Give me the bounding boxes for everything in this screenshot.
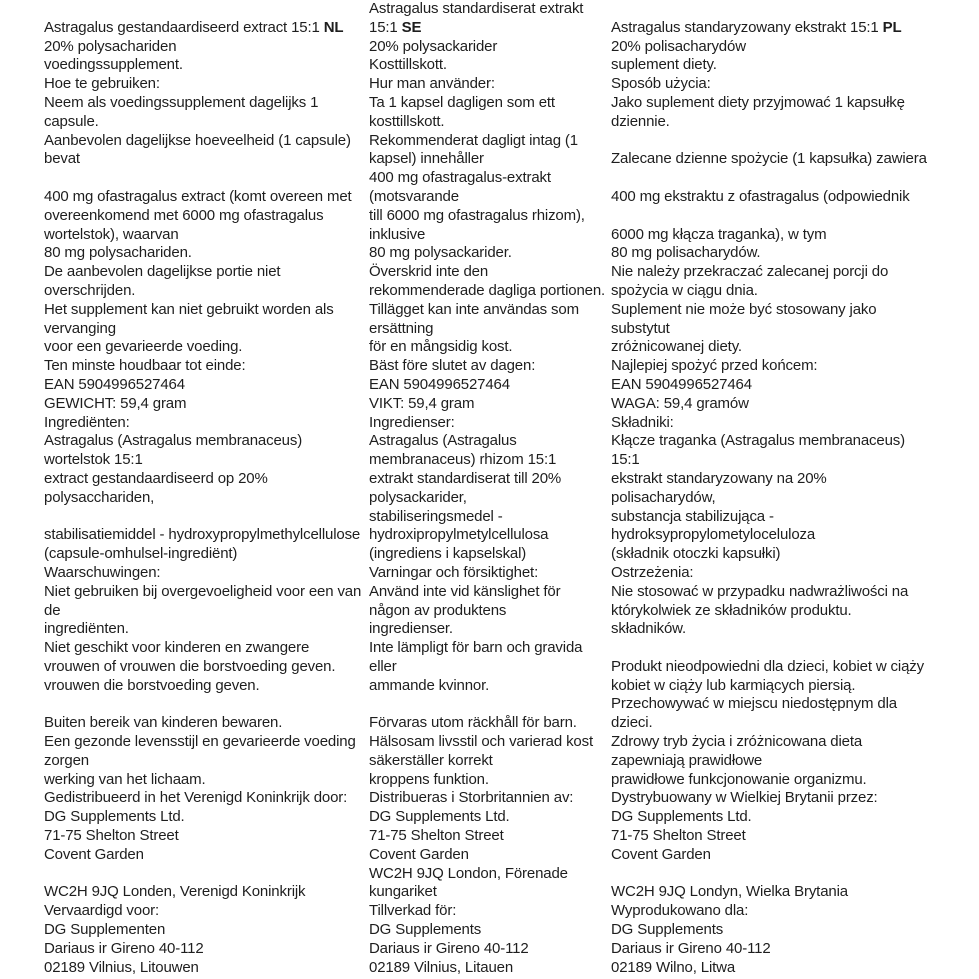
text-line: Hoe te gebruiken: (44, 75, 160, 93)
text-line: overschrijden. (44, 281, 136, 299)
text-line: zróżnicowanej diety. (611, 338, 742, 356)
text-line: Ingrediënten: (44, 413, 130, 431)
text-line: Het supplement kan niet gebruikt worden als (44, 300, 334, 318)
text-line: VIKT: 59,4 gram (369, 394, 475, 412)
text-line (611, 639, 927, 658)
text-line: 400 mg ofastragalus extract (komt overeen met (44, 187, 352, 205)
text-line: kungariket (369, 883, 437, 901)
text-line: vrouwen die borstvoeding geven. (44, 676, 260, 694)
text-line: vervanging (44, 319, 116, 337)
text-line: 20% polysachariden (44, 37, 177, 55)
text-line: składników. (611, 620, 687, 638)
text-line: Dystrybuowany w Wielkiej Brytanii przez: (611, 789, 878, 807)
text-line: för en mångsidig kost. (369, 338, 513, 356)
text-line: Ten minste houdbaar tot einde: (44, 357, 246, 375)
text-line: stabilisatiemiddel - hydroxypropylmethylcellulose (44, 526, 361, 544)
text-line: EAN 5904996527464 (369, 375, 510, 393)
text-line: 02189 Wilno, Litwa (611, 958, 736, 976)
text-line: (motsvarande (369, 187, 459, 205)
text-line: Vervaardigd voor: (44, 902, 160, 920)
text-line: eller (369, 657, 397, 675)
text-line: 80 mg polysachariden. (44, 244, 192, 262)
text-line: kroppens funktion. (369, 770, 489, 788)
text-line: (składnik otoczki kapsułki) (611, 545, 781, 563)
text-line: DG Supplementen (44, 921, 166, 939)
text-line (611, 169, 927, 188)
text-line: WC2H 9JQ Londyn, Wielka Brytania (611, 883, 848, 901)
text-line: WC2H 9JQ London, Förenade (369, 864, 568, 882)
text-line: 71-75 Shelton Street (369, 827, 504, 845)
text-line: 20% polisacharydów (611, 37, 746, 55)
text-line: Rekommenderat dagligt intag (1 (369, 131, 578, 149)
text-line: hydroxipropylmetylcellulosa (369, 526, 549, 544)
text-line: Niet gebruiken bij overgevoeligheid voor een van (44, 582, 362, 600)
text-line: Niet geschikt voor kinderen en zwangere (44, 639, 310, 657)
text-line: ammande kvinnor. (369, 676, 490, 694)
text-line: extract gestandaardiseerd op 20% (44, 469, 268, 487)
text-line: 400 mg ofastragalus-extrakt (369, 169, 551, 187)
text-line: 80 mg polysackarider. (369, 244, 512, 262)
text-line: Produkt nieodpowiedni dla dzieci, kobiet w ciąży (611, 657, 924, 675)
text-line: inklusive (369, 225, 426, 243)
text-line (44, 865, 361, 884)
text-line: Dariaus ir Gireno 40-112 (44, 939, 204, 957)
text-line: zapewniają prawidłowe (611, 751, 763, 769)
text-line: DG Supplements Ltd. (44, 808, 185, 826)
text-line: säkerställer korrekt (369, 751, 493, 769)
text-line: Ta 1 kapsel dagligen som ett (369, 93, 555, 111)
text-line: substytut (611, 319, 670, 337)
text-line: polysacchariden, (44, 488, 155, 506)
text-line: 02189 Vilnius, Litauen (369, 958, 514, 976)
text-line: (capsule-omhulsel-ingrediënt) (44, 545, 238, 563)
text-line: zorgen (44, 751, 89, 769)
text-line: rekommenderade dagliga portionen. (369, 281, 606, 299)
text-line: Astragalus standardiserat extrakt (369, 0, 584, 17)
text-line: Tillverkad för: (369, 902, 457, 920)
text-line: dziennie. (611, 112, 670, 130)
text-line (611, 0, 927, 19)
text-line: Ostrzeżenia: (611, 563, 694, 581)
text-line: 80 mg polisacharydów. (611, 244, 761, 262)
text-line: którykolwiek ze składników produktu. (611, 601, 852, 619)
text-line: Zdrowy tryb życia i zróżnicowana dieta (611, 733, 863, 751)
text-line: Inte lämpligt för barn och gravida (369, 639, 583, 657)
text-line: Dariaus ir Gireno 40-112 (611, 939, 771, 957)
title-text: Astragalus gestandaardiseerd extract 15:1 (44, 18, 324, 36)
language-code: PL (882, 18, 902, 36)
text-line (611, 865, 927, 884)
text-line: Använd inte vid känslighet för (369, 582, 561, 600)
text-line: 71-75 Shelton Street (44, 827, 179, 845)
text-line: polisacharydów, (611, 488, 716, 506)
text-line: någon av produktens (369, 601, 507, 619)
text-line: EAN 5904996527464 (611, 375, 752, 393)
text-line: Przechowywać w miejscu niedostępnym dla (611, 695, 897, 713)
text-line: vrouwen of vrouwen die borstvoeding geven. (44, 657, 336, 675)
text-line: Jako suplement diety przyjmować 1 kapsułkę (611, 93, 905, 111)
text-line: overeenkomend met 6000 mg ofastragalus (44, 206, 324, 224)
text-line: extrakt standardiserat till 20% (369, 469, 562, 487)
text-line: Buiten bereik van kinderen bewaren. (44, 714, 283, 732)
text-line: kobiet w ciąży lub karmiących piersią. (611, 676, 856, 694)
text-line: hydroksypropylometyloceluloza (611, 526, 816, 544)
column-dutch (44, 0, 361, 977)
text-line: ingredienser. (369, 620, 453, 638)
text-line: spożycia w ciągu dnia. (611, 281, 758, 299)
text-line: Kosttillskott. (369, 56, 447, 74)
text-line: Neem als voedingssupplement dagelijks 1 (44, 93, 319, 111)
text-line (611, 132, 927, 151)
text-line: 02189 Vilnius, Litouwen (44, 958, 199, 976)
text-line: Nie stosować w przypadku nadwrażliwości na (611, 582, 909, 600)
text-line: Zalecane dzienne spożycie (1 kapsułka) zawiera (611, 150, 927, 168)
text-line: (ingrediens i kapselskal) (369, 545, 527, 563)
text-line: Covent Garden (44, 845, 144, 863)
text-line: dzieci. (611, 714, 653, 732)
text-line: Covent Garden (369, 845, 469, 863)
text-line: 20% polysackarider (369, 37, 498, 55)
language-code: NL (323, 18, 344, 36)
text-line: GEWICHT: 59,4 gram (44, 394, 187, 412)
text-line: suplement diety. (611, 56, 717, 74)
text-line: Najlepiej spożyć przed końcem: (611, 357, 818, 375)
text-line (44, 169, 361, 188)
text-line: DG Supplements Ltd. (369, 808, 510, 826)
text-line: Tillägget kan inte användas som (369, 300, 579, 318)
text-line: WAGA: 59,4 gramów (611, 394, 749, 412)
text-line (44, 0, 361, 19)
text-line: Dariaus ir Gireno 40-112 (369, 939, 529, 957)
text-line: DG Supplements Ltd. (611, 808, 752, 826)
text-line: membranaceus) rhizom 15:1 (369, 451, 557, 469)
text-line: Składniki: (611, 413, 674, 431)
text-line: Varningar och försiktighet: (369, 563, 539, 581)
text-line: Wyprodukowano dla: (611, 902, 749, 920)
text-line: DG Supplements (369, 921, 482, 939)
text-line: Nie należy przekraczać zalecanej porcji do (611, 263, 889, 281)
text-line: 15:1 (611, 451, 640, 469)
text-line: Suplement nie może być stosowany jako (611, 300, 877, 318)
text-line: voor een gevarieerde voeding. (44, 338, 243, 356)
text-line: wortelstok), waarvan (44, 225, 179, 243)
text-line (611, 19, 927, 38)
text-line: Distribueras i Storbritannien av: (369, 789, 574, 807)
text-line: Sposób użycia: (611, 75, 711, 93)
text-line: Astragalus (Astragalus membranaceus) (44, 432, 303, 450)
text-line: 71-75 Shelton Street (611, 827, 746, 845)
text-line: Astragalus (Astragalus (369, 432, 517, 450)
text-line: Een gezonde levensstijl en gevarieerde voeding (44, 733, 356, 751)
title-text: 15:1 (369, 18, 402, 36)
text-line: Ingredienser: (369, 413, 455, 431)
title-text: Astragalus standaryzowany ekstrakt 15:1 (611, 18, 883, 36)
text-line: ingrediënten. (44, 620, 129, 638)
text-line: Förvaras utom räckhåll för barn. (369, 714, 577, 732)
text-line: 400 mg ekstraktu z ofastragalus (odpowiednik (611, 187, 910, 205)
text-line: wortelstok 15:1 (44, 451, 143, 469)
text-line: Waarschuwingen: (44, 563, 161, 581)
text-line (44, 19, 361, 38)
text-line: till 6000 mg ofastragalus rhizom), (369, 206, 585, 224)
text-line: werking van het lichaam. (44, 770, 206, 788)
text-line (44, 508, 361, 527)
text-line (369, 695, 605, 714)
text-line: bevat (44, 150, 80, 168)
text-line (44, 695, 361, 714)
text-line: 6000 mg kłącza traganka), w tym (611, 225, 827, 243)
text-line: ekstrakt standaryzowany na 20% (611, 469, 827, 487)
text-line (611, 207, 927, 226)
text-line: Kłącze traganka (Astragalus membranaceus) (611, 432, 905, 450)
text-line: kosttillskott. (369, 112, 445, 130)
text-line: capsule. (44, 112, 99, 130)
language-code: SE (401, 18, 422, 36)
text-line: Hälsosam livsstil och varierad kost (369, 733, 593, 751)
text-line: Covent Garden (611, 845, 711, 863)
text-line (369, 19, 605, 38)
text-line: DG Supplements (611, 921, 724, 939)
column-polish (611, 0, 927, 977)
text-line: Aanbevolen dagelijkse hoeveelheid (1 capsule) (44, 131, 351, 149)
text-line: stabiliseringsmedel - (369, 507, 503, 525)
text-line: polysackarider, (369, 488, 467, 506)
text-line: Överskrid inte den (369, 263, 489, 281)
text-line: Gedistribueerd in het Verenigd Koninkrijk door: (44, 789, 348, 807)
text-line: kapsel) innehåller (369, 150, 484, 168)
text-line: prawidłowe funkcjonowanie organizmu. (611, 770, 867, 788)
text-line: De aanbevolen dagelijkse portie niet (44, 263, 281, 281)
text-line: de (44, 601, 61, 619)
column-swedish (369, 0, 605, 977)
text-line: EAN 5904996527464 (44, 375, 185, 393)
text-line: Bäst före slutet av dagen: (369, 357, 536, 375)
text-line: substancja stabilizująca - (611, 507, 774, 525)
text-line: voedingssupplement. (44, 56, 183, 74)
text-line: ersättning (369, 319, 434, 337)
text-line: Hur man använder: (369, 75, 495, 93)
text-line: WC2H 9JQ Londen, Verenigd Koninkrijk (44, 883, 306, 901)
